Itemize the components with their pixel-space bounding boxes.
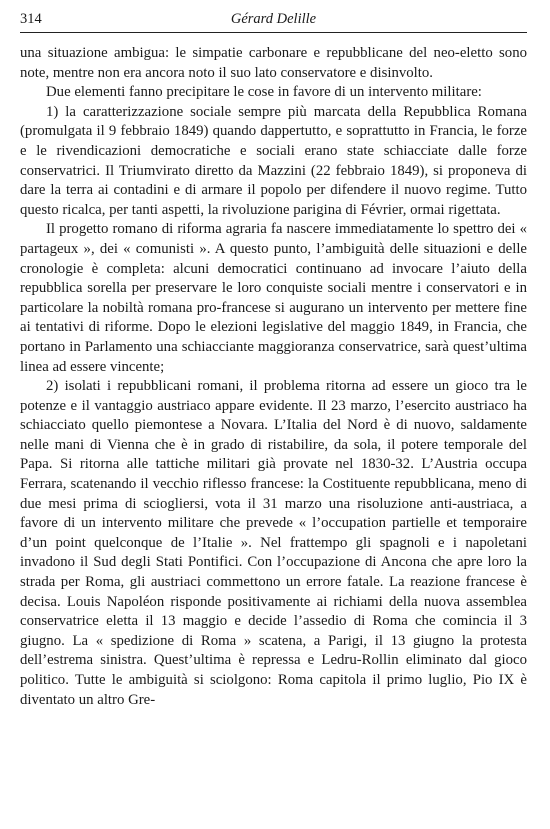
paragraph-point-1: 1) la caratterizzazione sociale sempre più marcata della Repubblica Romana (promulgata il 9 febbraio 1849) quando dappertutto, e soprattutto in Francia, le forze e le rivendicazioni democratiche e sociali erano state schiacciate dalle forze conservatrici. Il Triumvirato diretto da Mazzini (22 febbraio 1849), si proponeva di dare la terra ai contadini e di armare il popolo per difendere il nuovo regime. Tutto questo ricalca, per tanti aspetti, la rivoluzione parigina di Février, ormai rigettata.: [20, 103, 527, 218]
paragraph: Due elementi fanno precipitare le cose in favore di un intervento militare:: [46, 84, 482, 101]
running-title: Gérard Delille: [230, 11, 317, 27]
paragraph-continuation: una situazione ambigua: le simpatie carbonare e repubblicane del neo-eletto sono note, mentre non era ancora noto il suo lato conservatore e disinvolto.: [20, 45, 527, 81]
body-text: [20, 44, 527, 710]
paragraph: Il progetto romano di riforma agraria fa nascere immediatamente lo spettro dei « partageux », dei « comunisti ». A questo punto, l’ambiguità delle situazioni e delle cronologie è completa: alcuni democratici continuano ad invocare l’aiuto della repubblica sorella per preservare le loro conquiste sociali mentre i conservatori e in particolare la nobiltà romana pro-francese si augurano un intervento per mettere fine ai tentativi di riforme. Dopo le elezioni legislative del maggio 1849, in Francia, che portano in Parlamento una schiacciante maggioranza conservatrice, sarà quest’ultima linea ad essere vincente;: [20, 221, 527, 375]
page-number: 314: [20, 11, 42, 27]
page-header: [20, 10, 527, 33]
paragraph-point-2: 2) isolati i repubblicani romani, il problema ritorna ad essere un gioco tra le potenze e il vantaggio austriaco appare evidente. Il 23 marzo, l’esercito austriaco ha schiacciato quello piemontese a Novara. L’Italia del Nord è di nuovo, saldamente nelle mani di Vienna che è in grado di ristabilire, da sola, il potere temporale del Papa. Si ritorna alle tattiche militari già provate nel 1830-32. L’Austria occupa Ferrara, scatenando il vecchio riflesso francese: la Costituente repubblicana, meno di due mesi prima di sciogliersi, vota il 31 marzo una risoluzione anti-austriaca, a favore di un intervento militare che prevede « l’occupation partielle et temporaire d’un point quelconque de l’Italie ». Nel frattempo gli spagnoli e i napoletani invadono il Sud degli Stati Pontifici. Con l’occupazione di Ancona che apre loro la strada per Roma, gli austriaci commettono un errore fatale. La reazione francese è decisa. Louis Napoléon risponde positivamente ai richiami della nuova assemblea conservatrice eletta il 13 maggio e decide l’assedio di Roma che comincia il 3 giugno. La « spedizione di Roma » scatena, a Parigi, il 13 giugno la protesta dell’estrema sinistra. Quest’ultima è repressa e Ledru-Rollin eliminato dal gioco politico. Tutte le ambiguità si sciolgono: Roma capitola il primo luglio, Pio IX è diventato un altro Gre-: [20, 378, 527, 708]
